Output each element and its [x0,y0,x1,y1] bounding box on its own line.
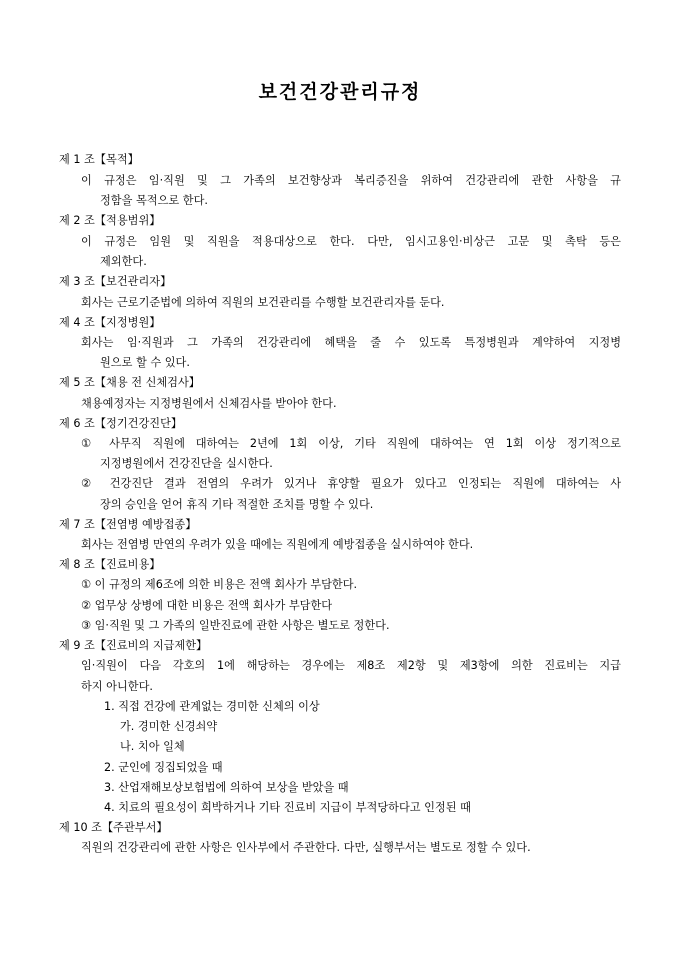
article-9-text-line-2: 하지 아니한다. [81,680,153,693]
article-9-heading: 제 9 조【진료비의 지급제한】 [59,639,208,652]
article-9-list-item-2: 2. 군인에 징집되었을 때 [104,761,223,774]
article-9-list-item-1-sub-1: 가. 경미한 신경쇠약 [120,720,218,733]
article-6-heading: 제 6 조【정기건강진단】 [59,417,183,430]
article-5-heading: 제 5 조【채용 전 신체검사】 [59,376,200,389]
article-8-item-1: ① 이 규정의 제6조에 의한 비용은 전액 회사가 부담한다. [81,578,358,591]
article-3-heading: 제 3 조【보건관리자】 [59,275,172,288]
article-1-text-line-2: 정함을 목적으로 한다. [100,194,208,207]
article-2-heading: 제 2 조【적용범위】 [59,214,161,227]
article-10-heading: 제 10 조【주관부서】 [59,821,168,834]
article-7-heading: 제 7 조【전염병 예방접종】 [59,518,197,531]
article-3-text-line-1: 회사는 근로기준법에 의하여 직원의 보건관리를 수행할 보건관리자를 둔다. [81,296,445,309]
article-9-list-item-1-sub-2: 나. 치아 일체 [120,740,185,753]
article-2-text-line-1: 이 규정은 임원 및 직원을 적용대상으로 한다. 다만, 임시고용인·비상근 고문 및 촉탁 등은 [81,235,621,248]
article-4-text-line-2: 원으로 할 수 있다. [100,356,190,369]
article-7-text-line-1: 회사는 전염병 만연의 우려가 있을 때에는 직원에게 예방접종을 실시하여야 한다. [81,538,474,551]
article-9-text-line-1: 임·직원이 다음 각호의 1에 해당하는 경우에는 제8조 제2항 및 제3항에 의한 진료비는 지급 [81,659,621,672]
article-4-text-line-1: 회사는 임·직원과 그 가족의 건강관리에 혜택을 줄 수 있도록 특정병원과 계약하여 지정병 [81,336,621,349]
article-5-text-line-1: 채용예정자는 지정병원에서 신체검사를 받아야 한다. [81,397,337,410]
article-9-list-item-1: 1. 직접 건강에 관계없는 경미한 신체의 이상 [104,700,320,713]
article-9-list-item-3: 3. 산업재해보상보험법에 의하여 보상을 받았을 때 [104,781,349,794]
article-6-item-1-line-1: ① 사무직 직원에 대하여는 2년에 1회 이상, 기타 직원에 대하여는 연 1회 이상 정기적으로 [81,437,621,450]
article-6-item-2-line-1: ② 건강진단 결과 전염의 우려가 있거나 휴양할 필요가 있다고 인정되는 직원에 대하여는 사 [81,477,621,490]
article-9-list-item-4: 4. 치료의 필요성이 희박하거나 기타 진료비 지급이 부적당하다고 인정된 때 [104,801,471,814]
article-6-item-1-line-2: 지정병원에서 건강진단을 실시한다. [100,457,273,470]
article-8-item-2: ② 업무상 상병에 대한 비용은 전액 회사가 부담한다 [81,599,333,612]
article-1-heading: 제 1 조【목적】 [59,153,139,166]
article-2-text-line-2: 제외한다. [100,255,147,268]
article-1-text-line-1: 이 규정은 임·직원 및 그 가족의 보건향상과 복리증진을 위하여 건강관리에 관한 사항을 규 [81,174,621,187]
article-8-heading: 제 8 조【진료비용】 [59,558,161,571]
article-6-item-2-line-2: 장의 승인을 얻어 휴직 기타 적절한 조치를 명할 수 있다. [100,498,374,511]
article-10-text-line-1: 직원의 건강관리에 관한 사항은 인사부에서 주관한다. 다만, 실행부서는 별도로 정할 수 있다. [81,841,531,854]
page-title: 보건건강관리규정 [258,81,422,103]
article-8-item-3: ③ 임·직원 및 그 가족의 일반진료에 관한 사항은 별도로 정한다. [81,619,390,632]
article-4-heading: 제 4 조【지정병원】 [59,316,161,329]
